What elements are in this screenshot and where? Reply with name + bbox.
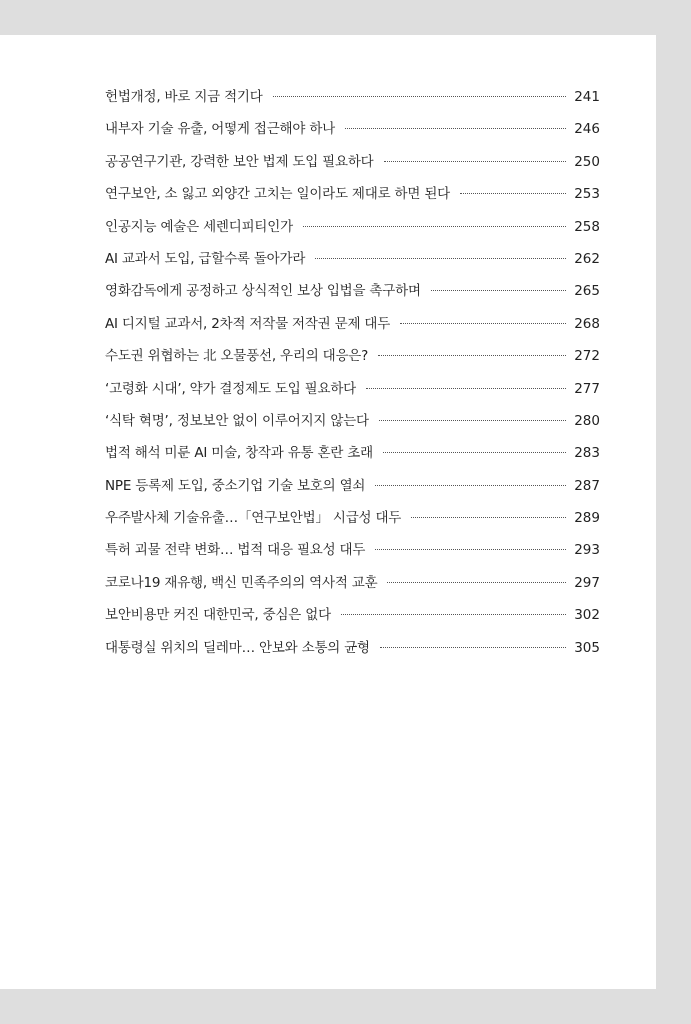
- toc-entry-page-number: 289: [574, 510, 600, 527]
- toc-entry: [105, 603, 600, 635]
- toc-entry-title: 코로나19 재유행, 백신 민족주의의 역사적 교훈: [105, 574, 378, 591]
- dot-leader: [341, 614, 566, 615]
- toc-entry-title: ‘고령화 시대’, 약가 결정제도 도입 필요하다: [105, 380, 357, 397]
- toc-entry-page-number: 268: [574, 315, 600, 332]
- dot-leader: [273, 96, 567, 97]
- toc-entry: [105, 506, 600, 538]
- toc-entry: [105, 538, 600, 570]
- dot-leader: [345, 128, 566, 129]
- dot-leader: [431, 290, 566, 291]
- toc-entry: [105, 636, 600, 668]
- toc-entry: [105, 182, 600, 214]
- toc-entry-page-number: 297: [574, 574, 600, 591]
- toc-entry-title: 특허 괴물 전략 변화… 법적 대응 필요성 대두: [105, 542, 366, 559]
- toc-entry-title: 법적 해석 미룬 AI 미술, 창작과 유통 혼란 초래: [105, 445, 373, 462]
- toc-entry-page-number: 272: [574, 348, 600, 365]
- dot-leader: [375, 485, 566, 486]
- toc-entry: [105, 312, 600, 344]
- toc-entry-title: NPE 등록제 도입, 중소기업 기술 보호의 열쇠: [105, 477, 366, 494]
- table-of-contents: [105, 85, 600, 668]
- toc-entry: [105, 117, 600, 149]
- toc-entry: [105, 150, 600, 182]
- toc-entry-page-number: 280: [574, 412, 600, 429]
- toc-entry-page-number: 250: [574, 153, 600, 170]
- toc-entry-title: 우주발사체 기술유출…「연구보안법」 시급성 대두: [105, 510, 402, 527]
- dot-leader: [400, 323, 566, 324]
- toc-entry-page-number: 241: [574, 89, 600, 105]
- toc-entry-page-number: 265: [574, 283, 600, 300]
- toc-entry-title: 내부자 기술 유출, 어떻게 접근해야 하나: [105, 121, 336, 138]
- toc-entry-page-number: 283: [574, 445, 600, 462]
- toc-entry-title: 연구보안, 소 잃고 외양간 고치는 일이라도 제대로 하면 된다: [105, 186, 451, 203]
- dot-leader: [384, 161, 567, 162]
- toc-entry-page-number: 262: [574, 250, 600, 267]
- dot-leader: [460, 193, 566, 194]
- toc-entry: [105, 215, 600, 247]
- toc-entry-title: 영화감독에게 공정하고 상식적인 보상 입법을 촉구하며: [105, 283, 421, 300]
- toc-entry: [105, 247, 600, 279]
- toc-entry-page-number: 258: [574, 218, 600, 235]
- dot-leader: [387, 582, 566, 583]
- dot-leader: [366, 388, 566, 389]
- toc-entry: [105, 474, 600, 506]
- dot-leader: [303, 226, 566, 227]
- toc-entry: [105, 409, 600, 441]
- toc-entry-page-number: 246: [574, 121, 600, 138]
- toc-entry-page-number: 305: [574, 639, 600, 656]
- toc-entry-page-number: 302: [574, 607, 600, 624]
- toc-entry-page-number: 277: [574, 380, 600, 397]
- toc-entry-title: 보안비용만 커진 대한민국, 중심은 없다: [105, 607, 331, 624]
- toc-entry-page-number: 293: [574, 542, 600, 559]
- toc-entry: [105, 441, 600, 473]
- dot-leader: [383, 452, 566, 453]
- dot-leader: [378, 355, 566, 356]
- toc-entry-page-number: 287: [574, 477, 600, 494]
- toc-entry-title: 인공지능 예술은 세렌디피티인가: [105, 218, 293, 235]
- toc-entry-page-number: 253: [574, 186, 600, 203]
- toc-entry: [105, 377, 600, 409]
- toc-entry-title: AI 교과서 도입, 급할수록 돌아가라: [105, 250, 306, 267]
- toc-entry-title: 헌법개정, 바로 지금 적기다: [105, 89, 263, 105]
- toc-entry-title: 수도권 위협하는 北 오물풍선, 우리의 대응은?: [105, 348, 369, 365]
- toc-entry: [105, 279, 600, 311]
- toc-entry: [105, 85, 600, 117]
- dot-leader: [411, 517, 566, 518]
- toc-entry: [105, 344, 600, 376]
- toc-entry-title: ‘식탁 혁명’, 정보보안 없이 이루어지지 않는다: [105, 412, 369, 429]
- dot-leader: [315, 258, 566, 259]
- toc-entry: [105, 571, 600, 603]
- dot-leader: [380, 647, 566, 648]
- document-page: [0, 35, 656, 989]
- dot-leader: [379, 420, 566, 421]
- toc-entry-title: 공공연구기관, 강력한 보안 법제 도입 필요하다: [105, 153, 374, 170]
- toc-entry-title: 대통령실 위치의 딜레마… 안보와 소통의 균형: [105, 639, 370, 656]
- dot-leader: [375, 549, 566, 550]
- toc-entry-title: AI 디지털 교과서, 2차적 저작물 저작권 문제 대두: [105, 315, 391, 332]
